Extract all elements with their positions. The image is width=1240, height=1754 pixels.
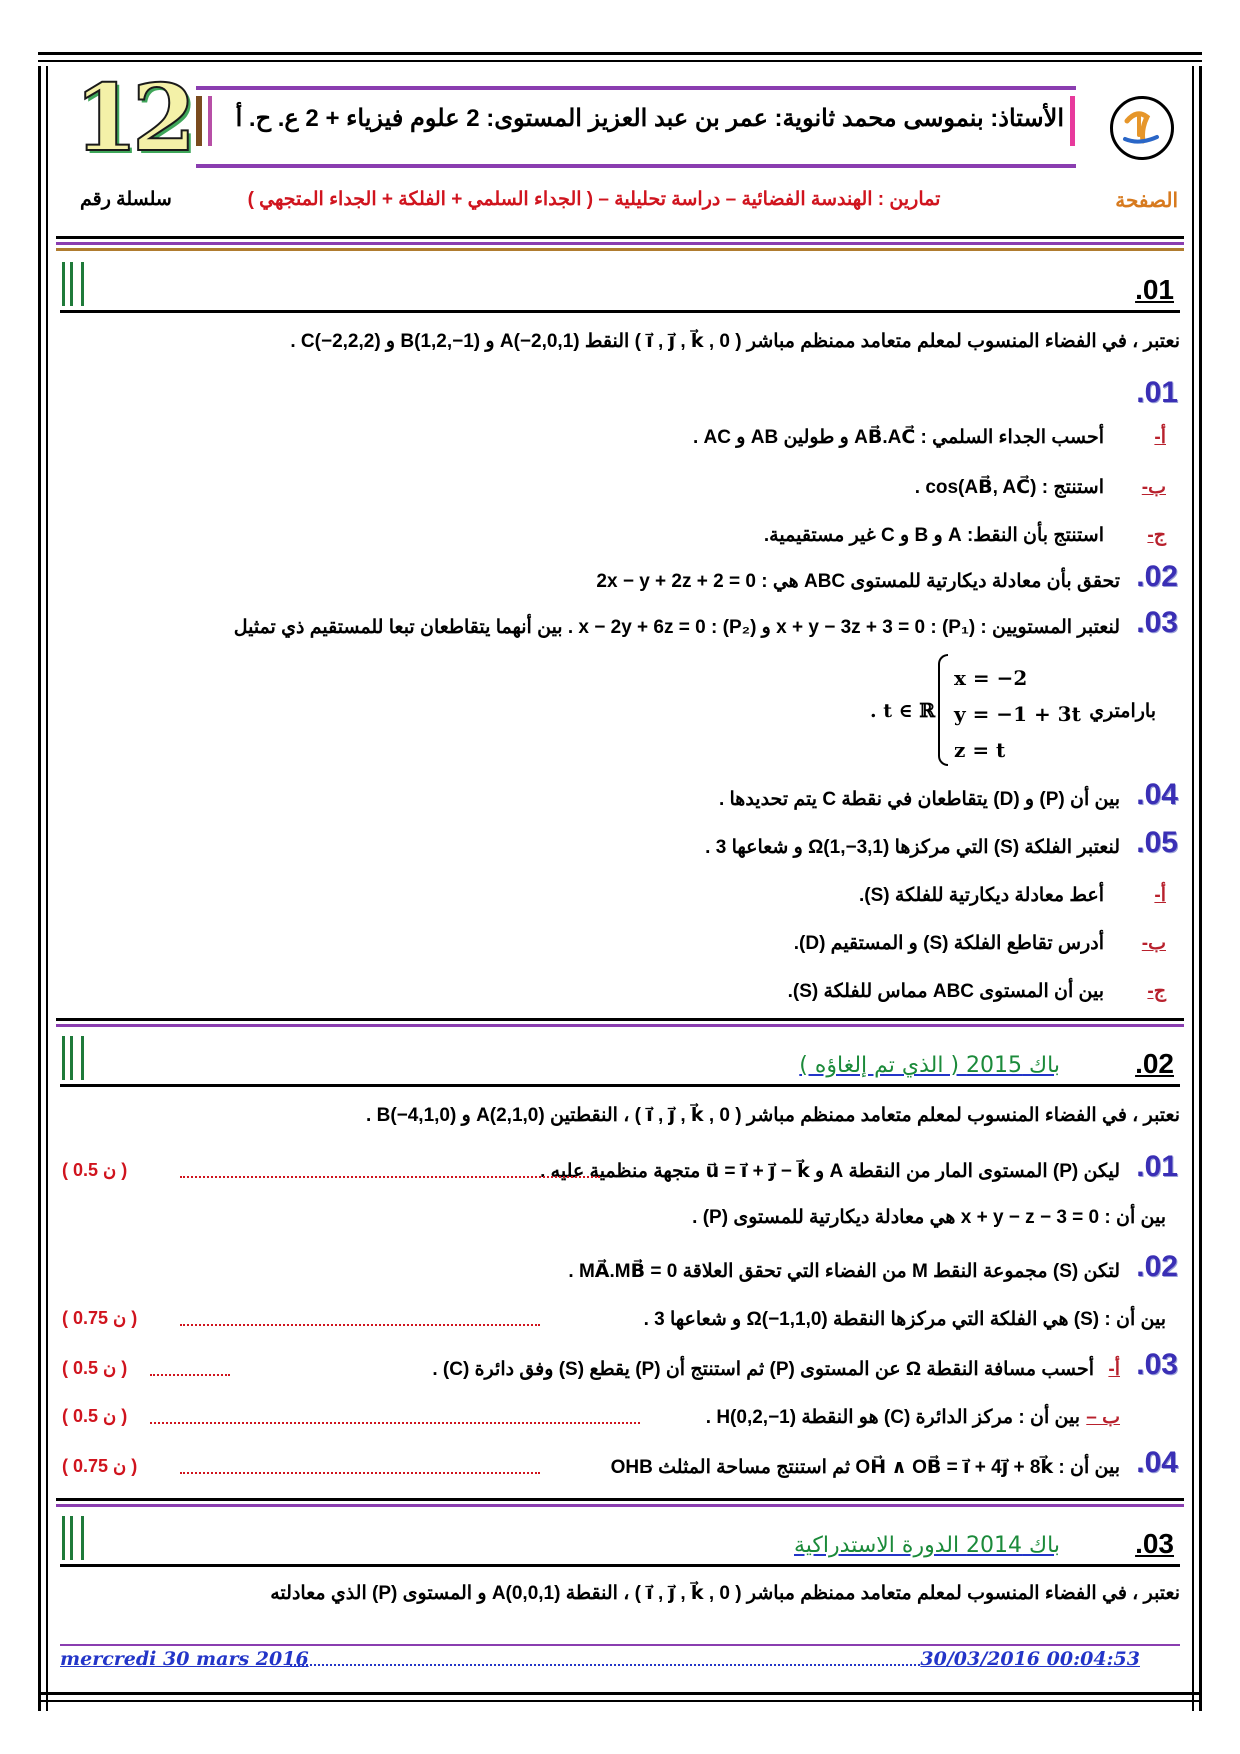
param-z: z = t bbox=[954, 738, 1006, 762]
ex1-q4-number: .04 bbox=[1136, 778, 1178, 811]
footer-timestamp: 30/03/2016 00:04:53 bbox=[920, 1648, 1140, 1670]
frame-right-2 bbox=[1192, 66, 1194, 1711]
ex2-q3-a-dots bbox=[150, 1374, 230, 1376]
ex1-q5-b-label: ب- bbox=[1141, 933, 1166, 954]
ex2-q3-b-label: ب – bbox=[1086, 1407, 1120, 1428]
frame-left-2 bbox=[46, 66, 48, 1711]
ex1-intro: نعتبر ، في الفضاء المنسوب لمعلم متعامد ممنظم مباشر ( 0 , i⃗ , j⃗ , k⃗ ) النقط A(−2,0,1) و B(1,2,−1) و C(−2,2,2) . bbox=[290, 331, 1180, 352]
ex1-q1-b: استنتج : cos(AB⃗, AC⃗) . bbox=[914, 477, 1104, 498]
school-logo bbox=[1110, 96, 1174, 160]
ex1-q2-number: .02 bbox=[1136, 560, 1178, 593]
ex1-q5-a: أعط معادلة ديكارتية للفلكة (S). bbox=[858, 885, 1104, 906]
frame-right bbox=[1199, 66, 1202, 1711]
topic-line: تمارين : الهندسة الفضائية – دراسة تحليلية – ( الجداء السلمي + الفلكة + الجداء المتجهي ) bbox=[247, 189, 941, 210]
school-logo-icon bbox=[1113, 99, 1171, 157]
ex1-q3-number: .03 bbox=[1136, 606, 1178, 639]
sep-ex1-1 bbox=[56, 1018, 1184, 1021]
ex1-q5: لنعتبر الفلكة (S) التي مركزها Ω(1,−3,1) و شعاعها 3 . bbox=[705, 837, 1120, 858]
header-bar-left bbox=[196, 96, 202, 146]
header-bar-left-2 bbox=[208, 96, 212, 146]
exercise-2-number: .02 bbox=[1135, 1048, 1174, 1079]
ex2-q1-number: .01 bbox=[1136, 1150, 1178, 1183]
footer-dots bbox=[290, 1664, 920, 1666]
ex2-q1-dots bbox=[180, 1176, 600, 1178]
ex2-q3-a: أحسب مسافة النقطة Ω عن المستوى (P) ثم استنتج أن (P) يقطع (S) وفق دائرة (C) . bbox=[432, 1359, 1094, 1380]
frame-top-line bbox=[38, 52, 1202, 55]
exercise-1-number: .01 bbox=[1135, 274, 1174, 305]
sep-ex1-2 bbox=[56, 1024, 1184, 1027]
teacher-line: الأستاذ: بنموسى محمد ثانوية: عمر بن عبد العزيز المستوى: 2 علوم فيزياء + 2 ع. ح. أ bbox=[235, 105, 1064, 132]
ex2-q2b: بين أن : (S) هي الفلكة التي مركزها النقطة Ω(−1,1,0) و شعاعها 3 . bbox=[643, 1309, 1166, 1330]
ex1-q1-c: استنتج بأن النقط: A و B و C غير مستقيمية. bbox=[763, 525, 1104, 546]
series-number-badge bbox=[74, 64, 191, 172]
exercise-3-number: .03 bbox=[1135, 1528, 1174, 1559]
ex2-q2b-points: ( 0.75 ن ) bbox=[62, 1308, 138, 1328]
ex2-q3-a-points: ( 0.5 ن ) bbox=[62, 1358, 128, 1378]
ex2-q4-number: .04 bbox=[1136, 1446, 1178, 1479]
ex3-intro: نعتبر ، في الفضاء المنسوب لمعلم متعامد ممنظم مباشر ( 0 , i⃗ , j⃗ , k⃗ ) ، النقطة A(0,0,1) و المستوى (P) الذي معادلته bbox=[270, 1583, 1180, 1604]
header-sep-3 bbox=[56, 248, 1184, 251]
exercise-bars-icon bbox=[62, 1036, 84, 1080]
ex1-q1-a: أحسب الجداء السلمي : AB⃗.AC⃗ و طولين AB و AC . bbox=[692, 427, 1104, 448]
ex2-q2-number: .02 bbox=[1136, 1250, 1178, 1283]
exercise-3-bac: باك 2014 الدورة الاستدراكية bbox=[794, 1533, 1060, 1558]
ex1-q4: بين أن (P) و (D) يتقاطعان في نقطة C يتم تحديدها . bbox=[718, 789, 1120, 810]
frame-bottom-line-2 bbox=[38, 1700, 1202, 1702]
ex2-q3-a-label: أ- bbox=[1108, 1359, 1120, 1380]
system-brace bbox=[938, 654, 948, 766]
ex1-q5-number: .05 bbox=[1136, 826, 1178, 859]
ex2-q2: لتكن (S) مجموعة النقط M من الفضاء التي تحقق العلاقة MA⃗.MB⃗ = 0 . bbox=[568, 1261, 1120, 1282]
exercise-3-header bbox=[60, 1512, 1180, 1567]
sep-ex2-1 bbox=[56, 1498, 1184, 1501]
ex2-q3-b-points: ( 0.5 ن ) bbox=[62, 1406, 128, 1426]
header-line-top bbox=[196, 86, 1076, 90]
exercise-bars-icon bbox=[62, 262, 84, 306]
ex1-q5-c-label: ج- bbox=[1147, 981, 1166, 1002]
frame-left bbox=[38, 66, 41, 1711]
exercise-1-header bbox=[60, 258, 1180, 313]
header-sep-1 bbox=[56, 236, 1184, 239]
ex1-q5-a-label: أ- bbox=[1154, 885, 1166, 906]
ex2-q4-points: ( 0.75 ن ) bbox=[62, 1456, 138, 1476]
sep-ex2-2 bbox=[56, 1504, 1184, 1507]
ex2-q1: ليكن (P) المستوى المار من النقطة A و u⃗ = i⃗ + j⃗ − k⃗ متجهة منظمية عليه . bbox=[540, 1161, 1120, 1182]
ex2-q3-b: بين أن : مركز الدائرة (C) هو النقطة H(0,2,−1) . bbox=[705, 1407, 1080, 1428]
series-label: سلسلة رقم bbox=[80, 189, 172, 210]
page-label: الصفحة bbox=[1115, 190, 1178, 212]
footer-date: mercredi 30 mars 2016 bbox=[60, 1648, 309, 1670]
ex2-q4-dots bbox=[180, 1472, 540, 1474]
ex2-q3-number: .03 bbox=[1136, 1348, 1178, 1381]
ex2-intro: نعتبر ، في الفضاء المنسوب لمعلم متعامد ممنظم مباشر ( 0 , i⃗ , j⃗ , k⃗ ) ، النقطتين A(2,1,0) و B(−4,1,0) . bbox=[366, 1105, 1180, 1126]
ex1-q1-number: .01 bbox=[1136, 376, 1178, 409]
param-t-domain: . t ∈ ℝ bbox=[870, 700, 936, 722]
header-bar-right bbox=[1070, 96, 1075, 146]
ex1-q2: تحقق بأن معادلة ديكارتية للمستوى ABC هي : 2x − y + 2z + 2 = 0 bbox=[596, 571, 1120, 592]
series-number: 12 bbox=[74, 64, 191, 172]
param-y: y = −1 + 3t bbox=[954, 702, 1081, 726]
ex1-q1-c-label: ج- bbox=[1147, 525, 1166, 546]
ex1-q1-b-label: ب- bbox=[1141, 477, 1166, 498]
header-sep-2 bbox=[56, 242, 1184, 245]
frame-bottom-line bbox=[38, 1692, 1202, 1695]
param-system bbox=[954, 660, 1081, 768]
ex1-q5-b: أدرس تقاطع الفلكة (S) و المستقيم (D). bbox=[793, 933, 1104, 954]
ex1-q3-param-label: بارامتري bbox=[1089, 701, 1156, 722]
header-line-bottom bbox=[196, 164, 1076, 168]
ex2-q4: بين أن : OH⃗ ∧ OB⃗ = i⃗ + 4j⃗ + 8k⃗ ثم استنتج مساحة المثلث OHB bbox=[610, 1457, 1120, 1478]
footer-line bbox=[60, 1644, 1180, 1646]
exercise-2-header bbox=[60, 1032, 1180, 1087]
ex1-q5-c: بين أن المستوى ABC مماس للفلكة (S). bbox=[787, 981, 1104, 1002]
param-x: x = −2 bbox=[954, 666, 1028, 690]
ex2-q3-b-dots bbox=[150, 1422, 640, 1424]
exercise-bars-icon bbox=[62, 1516, 84, 1560]
ex2-q1b: بين أن : x + y − z − 3 = 0 هي معادلة ديكارتية للمستوى (P) . bbox=[692, 1207, 1166, 1228]
ex1-q3: لنعتبر المستويين : (P₁) : x + y − 3z + 3 = 0 و (P₂) : x − 2y + 6z = 0 . بين أنهما يتقاطعان تبعا للمستقيم ذي تمثيل bbox=[233, 617, 1120, 638]
frame-top-line-2 bbox=[38, 60, 1202, 62]
exercise-2-bac: باك 2015 ( الذي تم إلغاؤه ) bbox=[799, 1053, 1060, 1078]
ex1-q1-a-label: أ- bbox=[1154, 427, 1166, 448]
ex2-q2b-dots bbox=[180, 1324, 540, 1326]
ex2-q1-points: ( 0.5 ن ) bbox=[62, 1160, 128, 1180]
